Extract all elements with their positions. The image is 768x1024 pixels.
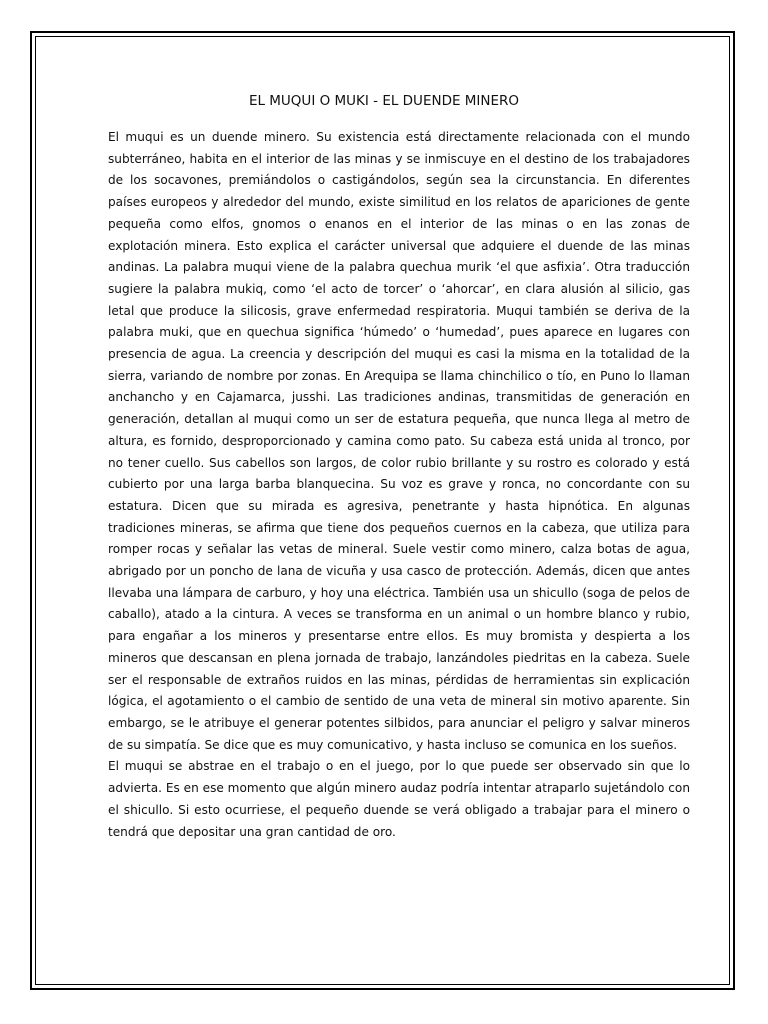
body-paragraph-1: El muqui es un duende minero. Su existencia está directamente relacionada con el mundo subterráneo, habita en el interior de las minas y se inmiscuye en el destino de los trabajadores de los socavones, premiándolos o castigándolos, según sea la circunstancia. En diferentes países europeos y alrededor del mundo, existe similitud en los relatos de apariciones de gente pequeña como elfos, gnomos o enanos en el interior de las minas o en las zonas de explotación minera. Esto explica el carácter universal que adquiere el duende de las minas andinas. La palabra muqui viene de la palabra quechua murik ‘el que asfixia’. Otra traducción sugiere la palabra mukiq, como ‘el acto de torcer’ o ‘ahorcar’, en clara alusión al silicio, gas letal que produce la silicosis, grave enfermedad respiratoria. Muqui también se deriva de la palabra muki, que en quechua significa ‘húmedo’ o ‘humedad’, pues aparece en lugares con presencia de agua. La creencia y descripción del muqui es casi la misma en la totalidad de la sierra, variando de nombre por zonas. En Arequipa se llama chinchilico o tío, en Puno lo llaman anchancho y en Cajamarca, jusshi. Las tradiciones andinas, transmitidas de generación en generación, detallan al muqui como un ser de estatura pequeña, que nunca llega al metro de altura, es fornido, desproporcionado y camina como pato. Su cabeza está unida al tronco, por no tener cuello. Sus cabellos son largos, de color rubio brillante y su rostro es colorado y está cubierto por una larga barba blanquecina. Su voz es grave y ronca, no concordante con su estatura. Dicen que su mirada es agresiva, penetrante y hasta hipnótica. En algunas tradiciones mineras, se afirma que tiene dos pequeños cuernos en la cabeza, que utiliza para romper rocas y señalar las vetas de mineral. Suele vestir como minero, calza botas de agua, abrigado por un poncho de lana de vicuña y usa casco de protección. Además, dicen que antes llevaba una lámpara de carburo, y hoy una eléctrica. También usa un shicullo (soga de pelos de caballo), atado a la cintura. A veces se transforma en un animal o un hombre blanco y rubio, para engañar a los mineros y presentarse entre ellos. Es muy bromista y despierta a los mineros que descansan en plena jornada de trabajo, lanzándoles piedritas en la cabeza. Suele ser el responsable de extraños ruidos en las minas, pérdidas de herramientas sin explicación lógica, el agotamiento o el cambio de sentido de una veta de mineral sin motivo aparente. Sin embargo, se le atribuye el generar potentes silbidos, para anunciar el peligro y salvar mineros de su simpatía. Se dice que es muy comunicativo, y hasta incluso se comunica en los sueños.	[108, 130, 690, 752]
document-title: EL MUQUI O MUKI - EL DUENDE MINERO	[248, 93, 520, 109]
document-body	[108, 127, 690, 843]
body-paragraph-2: El muqui se abstrae en el trabajo o en el juego, por lo que puede ser observado sin que lo advierta. Es en ese momento que algún minero audaz podría intentar atraparlo sujetándolo con el shicullo. Si esto ocurriese, el pequeño duende se verá obligado a trabajar para el minero o tendrá que depositar una gran cantidad de oro.	[108, 759, 690, 839]
